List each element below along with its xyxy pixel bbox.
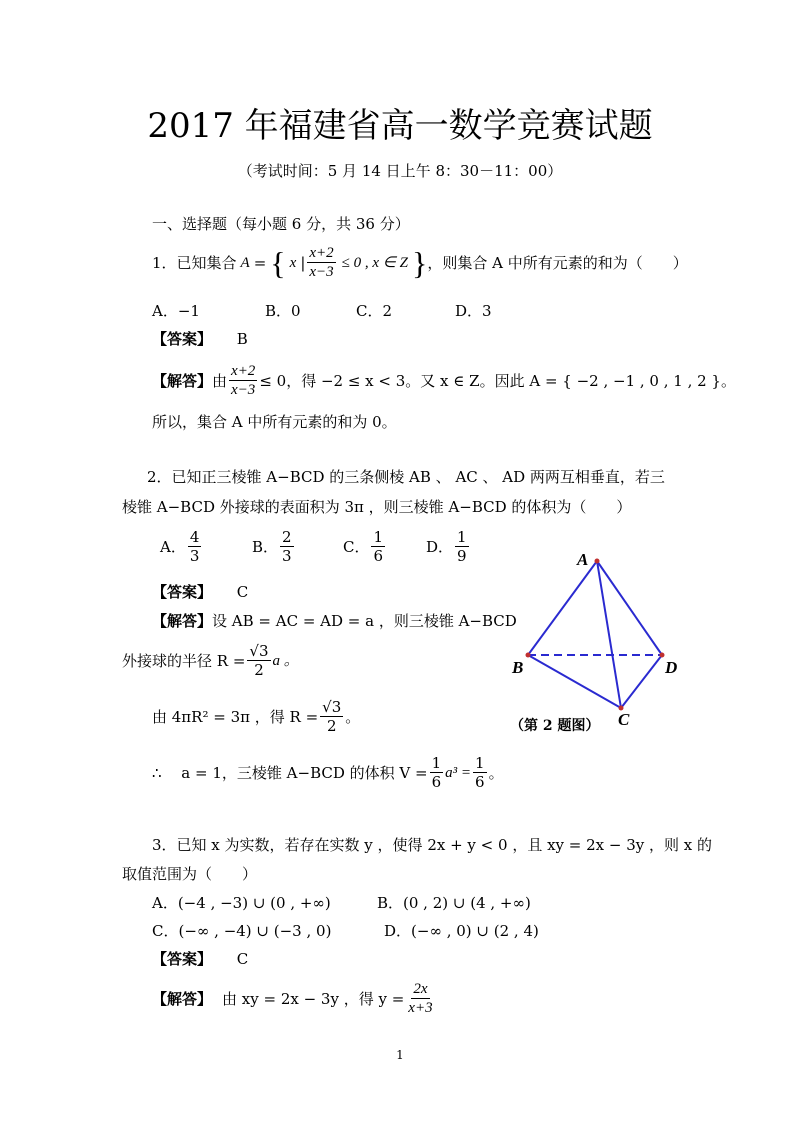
left-brace-icon: { [270, 244, 286, 281]
q2-solution-line3 [152, 698, 360, 735]
q1-sol-fraction [229, 362, 257, 399]
q2-sol-line4-frac1 [430, 754, 444, 791]
q2-sol-line3-num: √3 [322, 698, 342, 716]
q2-sol-line4-mid: a³ = [445, 764, 472, 781]
q3-solution [152, 980, 437, 1017]
tetrahedron-figure [500, 545, 700, 745]
q2-sol-line3-pre: 由 4πR² = 3π ，得 R = [152, 707, 319, 726]
q2-sol-line1-text: 设 AB = AC = AD = a ，则三棱锥 A−BCD [212, 612, 517, 630]
q2-sol-line4-pre: ∴ a = 1，三棱锥 A−BCD 的体积 V = [152, 763, 428, 782]
edge-ac [597, 561, 621, 708]
q1-solution [152, 362, 736, 399]
q3-line1: 3．已知 x 为实数，若存在实数 y ，使得 2x + y < 0 ，且 xy = 2x − 3y ，则 x 的 [152, 836, 713, 854]
q1-set-name: A [240, 254, 250, 271]
q2-option-d-den: 9 [457, 547, 467, 565]
q2-sol-line2-pre: 外接球的半径 R = [122, 651, 246, 670]
vertex-b [526, 653, 531, 658]
q2-option-a [160, 528, 203, 565]
q1-equals: = [253, 253, 267, 272]
q2-sol-line4-den2: 6 [475, 773, 485, 791]
q3-sol-num: 2x [413, 981, 428, 997]
q2-sol-line4-num1: 1 [431, 754, 442, 772]
q1-sol-den: x−3 [231, 382, 256, 398]
q2-solution-label: 【解答】 [152, 612, 213, 630]
label-c: C [618, 710, 630, 729]
q2-solution-line4 [152, 754, 504, 791]
q2-option-c-den: 6 [373, 547, 384, 565]
edge-ab [528, 561, 597, 655]
q3-solution-label: 【解答】 [152, 989, 213, 1008]
q2-line1: 2．已知正三棱锥 A−BCD 的三条侧棱 AB 、 AC 、 AD 两两互相垂直，若三 [147, 468, 665, 486]
q1-solution-label: 【解答】 [152, 371, 213, 390]
q2-sol-line4-frac2 [473, 754, 487, 791]
q2-answer-label: 【答案】 [152, 583, 213, 601]
q2-option-d-frac [455, 528, 469, 565]
q1-fraction [307, 244, 335, 281]
q2-option-b-num: 2 [282, 528, 292, 546]
q3-sol-pre: 由 xy = 2x − 3y ，得 y = [222, 989, 405, 1008]
q1-condition: ≤ 0 , x ∈ Z [341, 254, 408, 271]
q1-frac-num: x+2 [309, 245, 334, 261]
q2-line2: 棱锥 A−BCD 外接球的表面积为 3π ，则三棱锥 A−BCD 的体积为（ ） [122, 498, 632, 516]
q3-option-a: A．(−4 , −3) ∪ (0 , +∞) [152, 894, 331, 912]
q2-option-c-letter: C． [343, 538, 370, 556]
q2-option-d-letter: D． [426, 538, 454, 556]
q2-sol-line2-post: a 。 [272, 652, 299, 669]
q2-option-d [426, 528, 471, 565]
q2-option-c [343, 528, 387, 565]
q1-answer-label: 【答案】 [152, 330, 213, 348]
q2-option-a-num: 4 [189, 528, 200, 546]
q2-solution-line2 [122, 642, 299, 679]
q1-bar: | [300, 253, 306, 272]
q2-answer [152, 582, 248, 602]
q1-option-a: A．−1 [152, 302, 200, 320]
q2-option-a-den: 3 [189, 547, 200, 565]
exam-time: （考试时间：5 月 14 日上午 8：30－11：00） [237, 162, 563, 180]
edge-cd [621, 655, 662, 708]
q1-option-c: C．2 [356, 302, 393, 320]
q2-sol-line3-post: 。 [345, 707, 361, 726]
q2-sol-line4-num2: 1 [475, 754, 485, 772]
page-number: 1 [396, 1048, 404, 1062]
page-title: 2017 年福建省高一数学竞赛试题 [147, 106, 653, 146]
figure-caption: （第 2 题图） [510, 718, 600, 734]
q2-sol-line2-den: 2 [254, 661, 264, 679]
q2-option-d-num: 1 [457, 528, 467, 546]
q3-sol-den: x+3 [408, 1000, 433, 1016]
q2-option-a-frac [188, 528, 202, 565]
q2-option-c-num: 1 [373, 528, 384, 546]
q1-suffix: ，则集合 A 中所有元素的和为（ ） [427, 253, 688, 272]
q1-option-d: D．3 [455, 302, 492, 320]
vertex-d [660, 653, 665, 658]
q2-option-c-frac [371, 528, 385, 565]
q1-answer-value: B [236, 330, 248, 348]
q2-sol-line3-frac [320, 698, 343, 735]
q2-sol-line4-post: 。 [488, 763, 504, 782]
q1-prefix: 1．已知集合 [152, 253, 237, 272]
q2-option-b-frac [280, 528, 294, 565]
q2-answer-value: C [236, 583, 249, 601]
q3-line2: 取值范围为（ ） [122, 865, 258, 883]
q3-answer [152, 949, 248, 969]
q2-option-b [252, 528, 296, 565]
q1-sol-mid: ≤ 0，得 −2 ≤ x < 3。又 x ∈ Z。因此 A = { −2 , −1 , 0 , 1 , 2 }。 [259, 371, 736, 390]
q1-solution-line2: 所以，集合 A 中所有元素的和为 0。 [152, 413, 397, 431]
q3-answer-value: C [236, 950, 249, 968]
q1-option-b: B．0 [265, 302, 301, 320]
label-b: B [512, 658, 524, 677]
label-d: D [665, 658, 678, 677]
label-a: A [577, 550, 589, 569]
q2-option-b-den: 3 [282, 547, 292, 565]
question-1 [152, 244, 688, 281]
q3-option-b: B．(0 , 2) ∪ (4 , +∞) [377, 894, 531, 912]
q3-option-d: D．(−∞ , 0) ∪ (2 , 4) [384, 922, 539, 940]
q1-sol-num: x+2 [231, 363, 256, 379]
q2-sol-line4-den1: 6 [431, 773, 442, 791]
vertex-a [595, 559, 600, 564]
edge-bc [528, 655, 621, 708]
q3-option-c: C．(−∞ , −4) ∪ (−3 , 0) [152, 922, 332, 940]
edge-ad [597, 561, 662, 655]
q2-option-b-letter: B． [252, 538, 279, 556]
q1-var: x [289, 254, 297, 271]
q3-answer-label: 【答案】 [152, 950, 213, 968]
q2-solution-line1 [152, 611, 517, 631]
section-header: 一、选择题（每小题 6 分，共 36 分） [152, 215, 410, 233]
q3-sol-frac [406, 980, 434, 1017]
q1-answer [152, 329, 248, 349]
q2-sol-line2-num: √3 [249, 642, 269, 660]
q1-frac-den: x−3 [309, 264, 334, 280]
q2-sol-line2-frac [247, 642, 270, 679]
q1-sol-pre: 由 [212, 371, 228, 390]
q2-sol-line3-den: 2 [326, 717, 337, 735]
right-brace-icon: } [411, 244, 428, 281]
q2-option-a-letter: A． [160, 538, 186, 556]
